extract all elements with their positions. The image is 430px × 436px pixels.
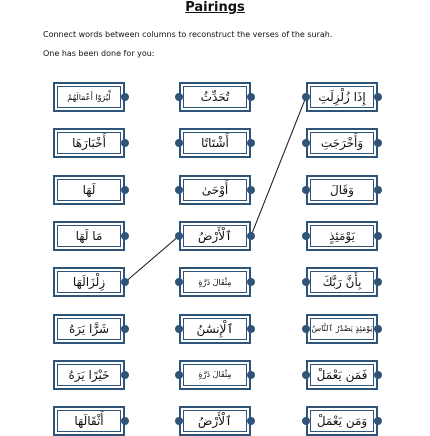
connector-dot-right-7-right[interactable] [374, 371, 382, 379]
instruction-text: Connect words between columns to reconstruct the verses of the surah. [43, 30, 333, 39]
connector-dot-left-6-right[interactable] [121, 325, 129, 333]
instruction-subtext: One has been done for you: [43, 49, 155, 58]
connector-dot-middle-1-right[interactable] [247, 93, 255, 101]
connector-dot-right-1-left[interactable] [302, 93, 310, 101]
word-card-left-1[interactable]: لِّيُرَوْا أَعْمَالَهُمْ [53, 82, 125, 112]
connector-dot-right-7-left[interactable] [302, 371, 310, 379]
word-card-left-5[interactable]: زِلْزَالَهَا [53, 267, 125, 297]
word-card-left-3[interactable]: لَهَا [53, 175, 125, 205]
word-card-left-7[interactable]: خَيْرًا يَرَهُ [53, 360, 125, 390]
word-card-right-1[interactable]: إِذَا زُلْزِلَتِ [306, 82, 378, 112]
word-card-middle-8[interactable]: ٱلْأَرْضُ [179, 406, 251, 436]
connector-dot-middle-4-left[interactable] [175, 232, 183, 240]
connector-dot-right-6-right[interactable] [374, 325, 382, 333]
connection-line-1 [251, 97, 306, 236]
word-card-middle-4[interactable]: ٱلْأَرْضُ [179, 221, 251, 251]
word-card-middle-6[interactable]: ٱلْإِنسَٰنُ [179, 314, 251, 344]
connector-dot-right-4-right[interactable] [374, 232, 382, 240]
connector-dot-middle-6-right[interactable] [247, 325, 255, 333]
connector-dot-middle-6-left[interactable] [175, 325, 183, 333]
connector-dot-middle-7-right[interactable] [247, 371, 255, 379]
word-card-middle-2[interactable]: أَشْتَاتًا [179, 128, 251, 158]
connector-dot-middle-7-left[interactable] [175, 371, 183, 379]
connector-dot-right-3-right[interactable] [374, 186, 382, 194]
word-card-left-8[interactable]: أَثْقَالَهَا [53, 406, 125, 436]
page-title: Pairings [185, 0, 245, 15]
connector-dot-middle-3-left[interactable] [175, 186, 183, 194]
word-card-right-6[interactable]: يَوْمَئِذٍ يَصْدُرُ ٱلنَّاسُ [306, 314, 378, 344]
word-card-left-4[interactable]: مَا لَهَا [53, 221, 125, 251]
connector-dot-middle-3-right[interactable] [247, 186, 255, 194]
word-card-middle-1[interactable]: تُحَدِّثُ [179, 82, 251, 112]
connector-dot-left-7-right[interactable] [121, 371, 129, 379]
connector-dot-right-3-left[interactable] [302, 186, 310, 194]
word-card-left-6[interactable]: شَرًّا يَرَهُ [53, 314, 125, 344]
connector-dot-right-6-left[interactable] [302, 325, 310, 333]
connector-dot-left-4-right[interactable] [121, 232, 129, 240]
word-card-right-7[interactable]: فَمَن يَعْمَلْ [306, 360, 378, 390]
connector-dot-left-3-right[interactable] [121, 186, 129, 194]
connection-line-2 [125, 236, 179, 282]
word-card-middle-3[interactable]: أَوْحَىٰ [179, 175, 251, 205]
word-card-middle-5[interactable]: مِثْقَالَ ذَرَّةٍ [179, 267, 251, 297]
word-card-left-2[interactable]: أَخْبَارَهَا [53, 128, 125, 158]
word-card-right-4[interactable]: يَوْمَئِذٍ [306, 221, 378, 251]
word-card-right-8[interactable]: وَمَن يَعْمَلْ [306, 406, 378, 436]
connector-dot-left-1-right[interactable] [121, 93, 129, 101]
word-card-middle-7[interactable]: مِثْقَالَ ذَرَّةٍ [179, 360, 251, 390]
word-card-right-2[interactable]: وَأَخْرَجَتِ [306, 128, 378, 158]
word-card-right-5[interactable]: بِأَنَّ رَبَّكَ [306, 267, 378, 297]
connector-dot-middle-4-right[interactable] [247, 232, 255, 240]
connector-dot-right-1-right[interactable] [374, 93, 382, 101]
connector-dot-middle-1-left[interactable] [175, 93, 183, 101]
connector-dot-right-4-left[interactable] [302, 232, 310, 240]
word-card-right-3[interactable]: وَقَالَ [306, 175, 378, 205]
